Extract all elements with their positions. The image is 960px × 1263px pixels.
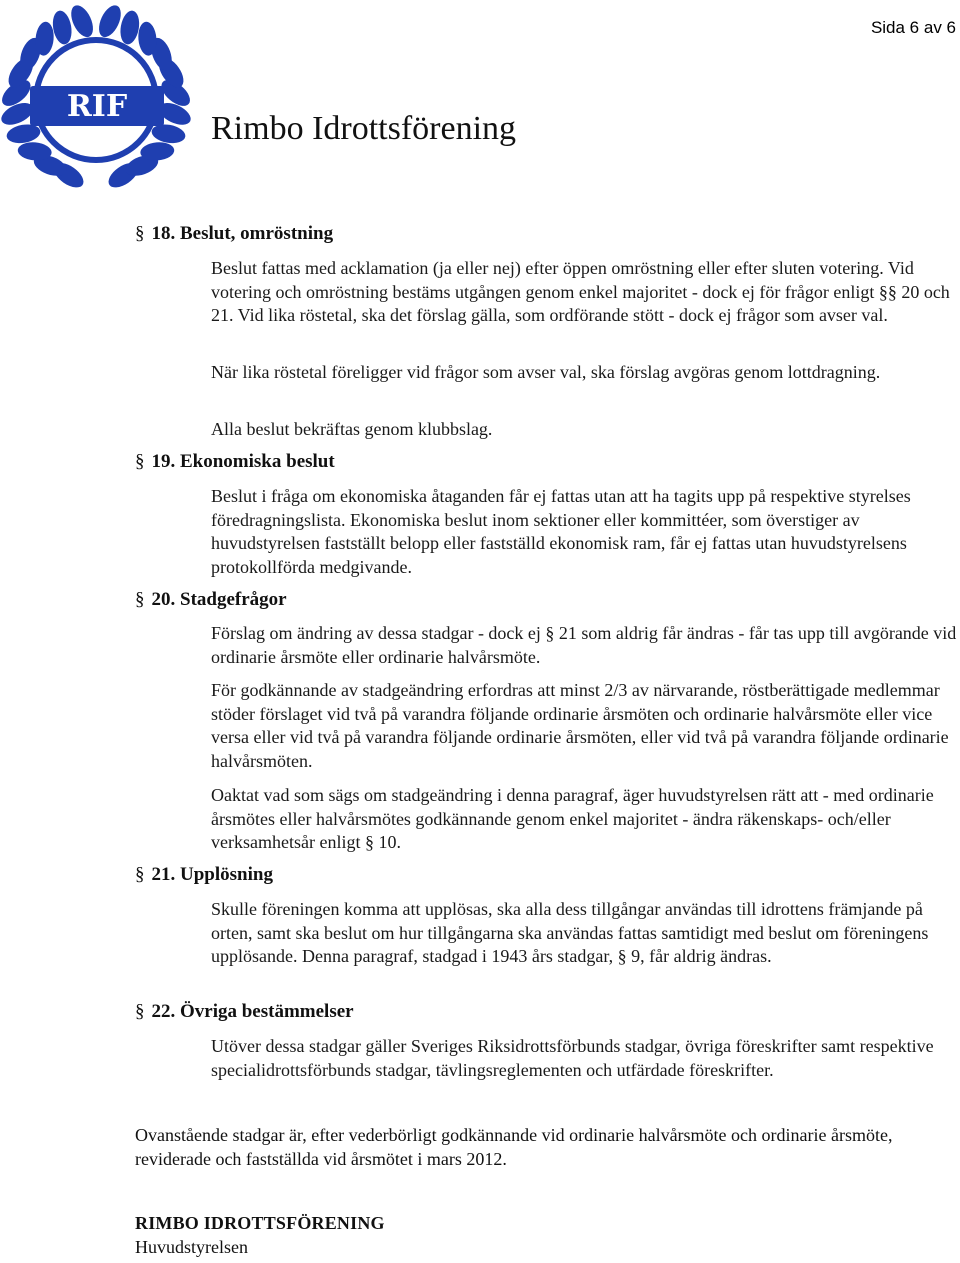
closing-statement: Ovanstående stadgar är, efter vederbörligt godkännande vid ordinarie halvårsmöte och ordinarie årsmöte, reviderade och fastställda vid årsmötet i mars 2012. xyxy=(135,1125,893,1169)
laurel-leaf xyxy=(67,2,98,40)
section-22-paragraph-1: Utöver dessa stadgar gäller Sveriges Riksidrottsförbunds stadgar, övriga föreskrifter samt respektive specialidrottsförbunds stadgar, tävlingsreglementen och utfärdade föreskrifter. xyxy=(211,1036,934,1080)
signature-body: Huvudstyrelsen xyxy=(135,1237,248,1257)
section-21-paragraph-1: Skulle föreningen komma att upplösas, ska alla dess tillgångar användas till idrottens främjande på orten, samt ska beslut om hur tillgångarna ska användas fattas samtidigt med beslut om föreningens upplösande. Denna paragraf, stadgad i 1943 års stadgar, § 9, får aldrig ändras. xyxy=(211,899,929,966)
laurel-leaf xyxy=(50,9,74,46)
section-heading-22: § 22. Övriga bestämmelser xyxy=(135,1001,354,1022)
section-heading-18: § 18. Beslut, omröstning xyxy=(135,223,334,244)
rif-laurel-logo xyxy=(0,0,200,190)
page-number: Sida 6 av 6 xyxy=(870,18,956,37)
laurel-leaf xyxy=(118,9,142,46)
section-19-paragraph-1: Beslut i fråga om ekonomiska åtaganden får ej fattas utan att ha tagits upp på respektive styrelses föredragningslista. Ekonomiska beslut inom sektioner eller kommittéer, som överstiger av huvudstyrelsen fastställt belopp eller fastställd ekonomisk ram, får ej fattas utan huvudstyrelsens protokollförda medgivande. xyxy=(211,486,911,577)
section-18-paragraph-3: Alla beslut bekräftas genom klubbslag. xyxy=(211,419,493,439)
section-20-paragraph-2: För godkännande av stadgeändring erfordras att minst 2/3 av närvarande, röstberättigade medlemmar stöder förslaget vid två på varandra följande ordinarie årsmöten och ordinarie halvårsmöte eller vice versa eller vid två på varandra följande ordinarie årsmöten, eller vid två på varandra följande ordinarie halvårsmöten. xyxy=(211,680,949,771)
page-title: Rimbo Idrottsförening xyxy=(211,110,517,147)
section-20-paragraph-1: Förslag om ändring av dessa stadgar - dock ej § 21 som aldrig får ändras - får tas upp till avgörande vid ordinarie årsmöte eller ordinarie halvårsmöte. xyxy=(211,623,957,667)
section-heading-19: § 19. Ekonomiska beslut xyxy=(135,451,335,472)
section-heading-21: § 21. Upplösning xyxy=(135,864,273,885)
section-heading-20: § 20. Stadgefrågor xyxy=(135,589,287,610)
laurel-leaf xyxy=(95,2,126,40)
signature-org: RIMBO IDROTTSFÖRENING xyxy=(135,1213,385,1233)
section-18-paragraph-2: När lika röstetal föreligger vid frågor som avser val, ska förslag avgöras genom lottdragning. xyxy=(211,362,881,382)
logo-text: RIF xyxy=(66,89,128,124)
section-18-paragraph-1: Beslut fattas med acklamation (ja eller nej) efter öppen omröstning eller efter sluten votering. Vid votering och omröstning bestäms utgången genom enkel majoritet - dock ej för frågor enligt §§ 20 och 21. Vid lika röstetal, ska det förslag gälla, som ordförande stött - dock ej frågor som avser val. xyxy=(211,258,950,325)
section-20-paragraph-3: Oaktat vad som sägs om stadgeändring i denna paragraf, äger huvudstyrelsen rätt att - med ordinarie årsmötes eller halvårsmötes godkännande genom enkel majoritet - ändra räkenskaps- och/eller verksamhetsår enligt § 10. xyxy=(211,785,934,852)
